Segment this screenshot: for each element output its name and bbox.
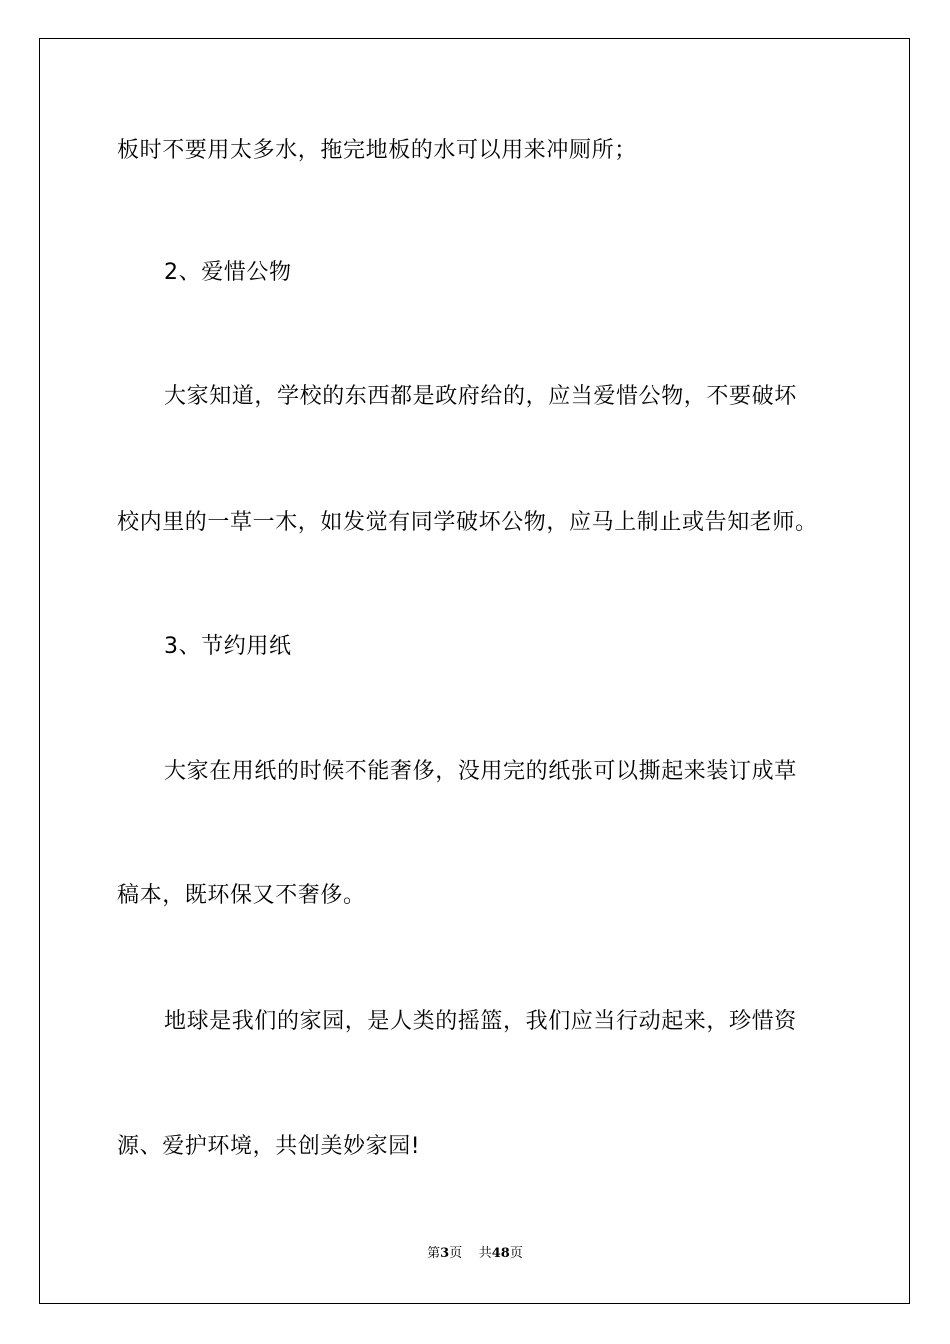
- footer-total-pages: 48: [491, 1246, 510, 1261]
- section-heading-3: 3、节约用纸: [164, 634, 292, 659]
- footer-prefix: 第: [427, 1246, 441, 1261]
- footer-page-number: 3: [440, 1246, 450, 1261]
- footer-page-suffix: 页: [449, 1246, 463, 1261]
- paragraph-line-5: 地球是我们的家园，是人类的摇篮，我们应当行动起来，珍惜资: [164, 1009, 797, 1034]
- footer-total-prefix: 共: [478, 1246, 492, 1261]
- paragraph-line-3: 大家在用纸的时候不能奢侈，没用完的纸张可以撕起来装订成草: [164, 759, 797, 784]
- paragraph-line-4: 稿本，既环保又不奢侈。: [117, 883, 366, 908]
- paragraph-line-6: 源、爱护环境，共创美妙家园!: [117, 1134, 421, 1159]
- page-footer: [0, 1245, 950, 1263]
- paragraph-line-2: 校内里的一草一木，如发觉有同学破坏公物，应马上制止或告知老师。: [117, 510, 818, 535]
- footer-total-suffix: 页: [509, 1246, 523, 1261]
- section-heading-2: 2、爱惜公物: [164, 260, 292, 285]
- text-line-1: 板时不要用太多水，拖完地板的水可以用来冲厕所；: [117, 138, 637, 163]
- page-border: [39, 38, 910, 1304]
- paragraph-line-1: 大家知道，学校的东西都是政府给的，应当爱惜公物，不要破坏: [164, 384, 797, 409]
